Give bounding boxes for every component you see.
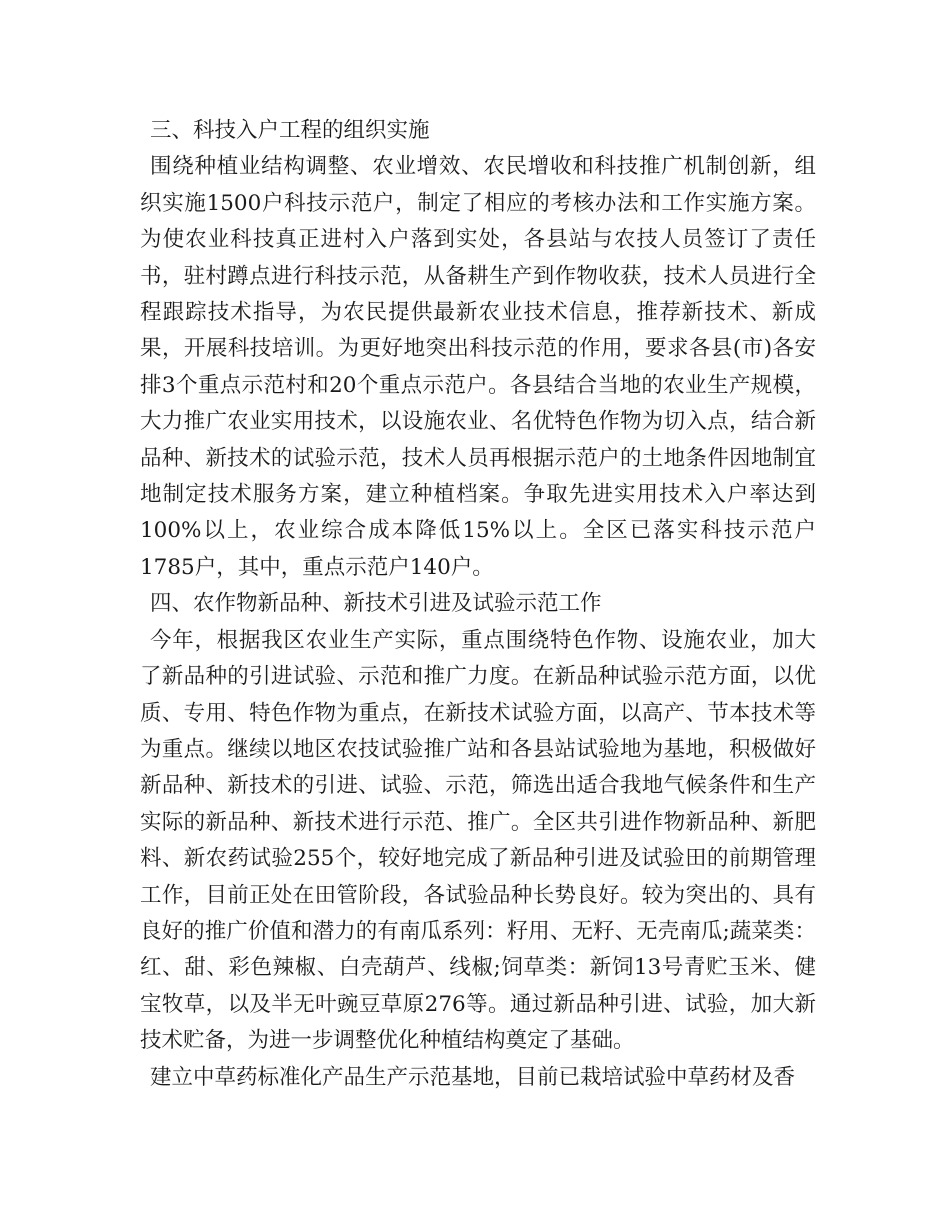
section-4-paragraph-2: 建立中草药标准化产品生产示范基地，目前已栽培试验中草药材及香: [150, 1064, 796, 1090]
section-heading-4: 四、农作物新品种、新技术引进及试验示范工作: [150, 591, 602, 617]
section-3-paragraph: 围绕种植业结构调整、农业增效、农民增收和科技推广机制创新，组织实施1500户科技示范户，制定了相应的考核办法和工作实施方案。为使农业科技真正进村入户落到实处，各县站与农技人员签订了责任书，驻村蹲点进行科技示范，从备耕生产到作物收获，技术人员进行全程跟踪技术指导，为农民提供最新农业技术信息，推荐新技术、新成果，开展科技培训。为更好地突出科技示范的作用，要求各县(市)各安排3个重点示范村和20个重点示范户。各县结合当地的农业生产规模，大力推广农业实用技术，以设施农业、名优特色作物为切入点，结合新品种、新技术的试验示范，技术人员再根据示范户的土地条件因地制宜地制定技术服务方案，建立种植档案。争取先进实用技术入户率达到100%以上，农业综合成本降低15%以上。全区已落实科技示范户1785户，其中，重点示范户140户。: [140, 154, 816, 580]
section-4-paragraph-1: 今年，根据我区农业生产实际，重点围绕特色作物、设施农业，加大了新品种的引进试验、示范和推广力度。在新品种试验示范方面，以优质、专用、特色作物为重点，在新技术试验方面，以高产、节本技术等为重点。继续以地区农技试验推广站和各县站试验地为基地，积极做好新品种、新技术的引进、试验、示范，筛选出适合我地气候条件和生产实际的新品种、新技术进行示范、推广。全区共引进作物新品种、新肥料、新农药试验255个，较好地完成了新品种引进及试验田的前期管理工作，目前正处在田管阶段，各试验品种长势良好。较为突出的、具有良好的推广价值和潜力的有南瓜系列：籽用、无籽、无壳南瓜;蔬菜类：红、甜、彩色辣椒、白壳葫芦、线椒;饲草类：新饲13号青贮玉米、健宝牧草，以及半无叶豌豆草原276等。通过新品种引进、试验，加大新技术贮备，为进一步调整优化种植结构奠定了基础。: [140, 627, 816, 1054]
section-heading-3: 三、科技入户工程的组织实施: [150, 118, 430, 143]
document-body: [140, 113, 816, 1096]
